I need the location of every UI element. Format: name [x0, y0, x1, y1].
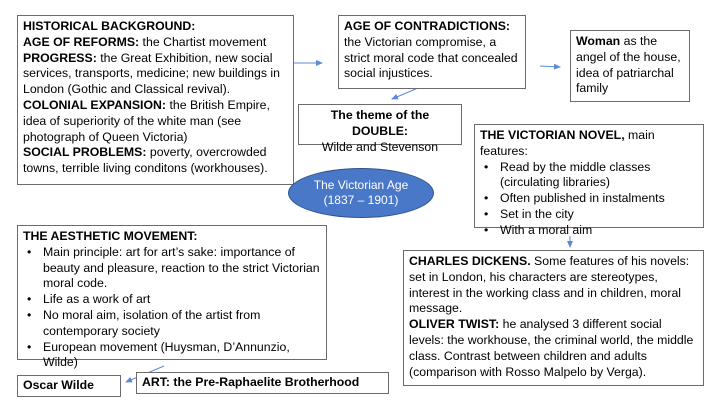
social-text: poverty, overcrowded towns, terrible living conditons (workhouses).	[23, 145, 268, 176]
twist-text: he analysed 3 different social levels: the workhouse, the criminal world, the middle class. Contrast between children and adults (comparison with Rosso Malpelo by Verga).	[409, 317, 694, 379]
reforms-text: the Chartist movement	[139, 34, 267, 49]
victorian-age-oval	[288, 168, 434, 218]
arrow-contradictions-to-double	[392, 88, 418, 99]
historical-background-box	[17, 15, 294, 185]
progress-text: the Great Exhibition, new social services, transports, medicine; new buildings in London (Gothic and Classical revival).	[23, 50, 280, 97]
list-item: • No moral aim, isolation of the artist from contemporary society	[43, 308, 321, 340]
list-item: • Main principle: art for art’s sake: importance of beauty and pleasure, reaction to the strict Victorian moral code.	[43, 245, 321, 292]
contradictions-box	[338, 15, 526, 89]
double-theme-box	[298, 104, 462, 154]
wilde-label: Oscar Wilde	[23, 378, 94, 392]
art-label: ART: the Pre-Raphaelite Brotherhood	[142, 375, 360, 389]
double-title: The theme of the DOUBLE:	[330, 108, 430, 138]
contradictions-label: AGE OF CONTRADICTIONS:	[344, 19, 511, 33]
dickens-box	[403, 250, 704, 386]
novel-label: THE VICTORIAN NOVEL,	[480, 128, 625, 142]
double-text: Wilde and Stevenson	[321, 139, 439, 154]
reforms-label: AGE OF REFORMS:	[23, 34, 140, 49]
dickens-text: Some features of his novels: set in London, his characters are stereotypes, interest in the working class and in children, moral message.	[409, 254, 690, 316]
colonial-text: the British Empire, idea of superiority of the white man (see photograph of Queen Victoria)	[23, 97, 270, 144]
oval-title: The Victorian Age	[313, 178, 409, 192]
arrow-contradictions-to-woman	[540, 66, 560, 67]
list-item: • Set in the city	[500, 207, 698, 223]
contradictions-text: the Victorian compromise, a strict moral code that concealed social injustices.	[344, 34, 518, 81]
novel-text: main features:	[480, 128, 655, 158]
woman-text: as the angel of the house, idea of patriarchal family	[576, 34, 681, 96]
aesthetic-list	[23, 245, 321, 371]
oval-dates: (1837 – 1901)	[323, 193, 399, 207]
list-item: • With a moral aim	[500, 223, 698, 239]
list-item: • Often published in instalments	[500, 191, 698, 207]
art-box	[136, 372, 389, 394]
list-item: • Read by the middle classes (circulating libraries)	[500, 160, 698, 192]
aesthetic-movement-box	[17, 225, 327, 370]
progress-label: PROGRESS:	[23, 50, 97, 65]
dickens-label: CHARLES DICKENS.	[409, 254, 531, 268]
oscar-wilde-box	[17, 375, 121, 397]
novel-features-list	[480, 160, 698, 239]
list-item: • European movement (Huysman, D’Annunzio, Wilde)	[43, 340, 321, 372]
list-item: • Life as a work of art	[43, 292, 321, 308]
social-label: SOCIAL PROBLEMS:	[23, 145, 147, 160]
woman-box	[570, 30, 690, 102]
twist-label: OLIVER TWIST:	[409, 317, 500, 332]
woman-label: Woman	[576, 34, 621, 48]
colonial-label: COLONIAL EXPANSION:	[23, 97, 167, 112]
historical-heading: HISTORICAL BACKGROUND:	[23, 19, 196, 33]
victorian-novel-box	[474, 124, 704, 237]
aesthetic-heading: THE AESTHETIC MOVEMENT:	[23, 229, 198, 243]
